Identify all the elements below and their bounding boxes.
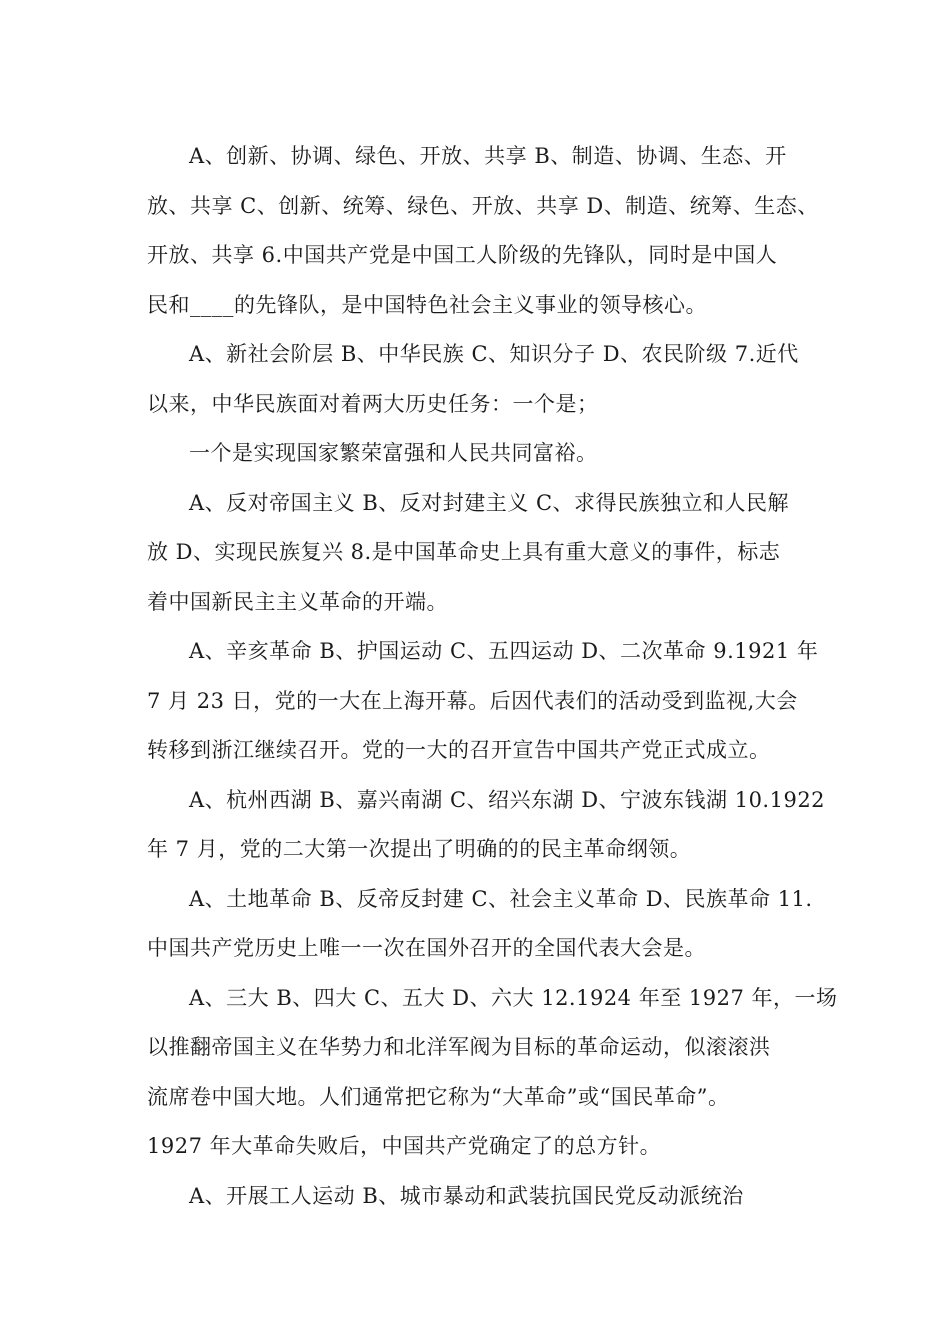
text-line: 放 D、实现民族复兴 8.是中国革命史上具有重大意义的事件，标志 [147,540,781,564]
text-line: A、土地革命 B、反帝反封建 C、社会主义革命 D、民族革命 11. [189,886,813,911]
text-line: 7 月 23 日，党的一大在上海开幕。后因代表们的活动受到监视,大会 [147,688,798,713]
text-line: A、辛亥革命 B、护国运动 C、五四运动 D、二次革命 9.1921 年 [189,639,819,663]
text-line: 着中国新民主主义革命的开端。 [147,589,448,614]
text-line: 流席卷中国大地。人们通常把它称为“大革命”或“国民革命”。 [147,1084,730,1109]
text-line: A、开展工人运动 B、城市暴动和武装抗国民党反动派统治 [189,1183,744,1208]
text-line: 以推翻帝国主义在华势力和北洋军阀为目标的革命运动，似滚滚洪 [147,1035,771,1059]
text-line: A、创新、协调、绿色、开放、共享 B、制造、协调、生态、开 [189,144,787,168]
text-line: 开放、共享 6.中国共产党是中国工人阶级的先锋队，同时是中国人 [147,243,778,267]
text-line: 1927 年大革命失败后，中国共产党确定了的总方针。 [147,1134,662,1158]
text-line: 一个是实现国家繁荣富强和人民共同富裕。 [189,441,598,465]
text-line: A、三大 B、四大 C、五大 D、六大 12.1924 年至 1927 年，一场 [189,985,838,1010]
text-line: 以来，中华民族面对着两大历史任务：一个是； [147,391,599,416]
text-line: 放、共享 C、创新、统筹、绿色、开放、共享 D、制造、统筹、生态、 [147,193,819,218]
text-line: 转移到浙江继续召开。党的一大的召开宣告中国共产党正式成立。 [147,738,771,762]
text-line: 民和____的先锋队，是中国特色社会主义事业的领导核心。 [147,292,707,317]
text-line: A、杭州西湖 B、嘉兴南湖 C、绍兴东湖 D、宁波东钱湖 10.1922 [189,787,826,812]
text-line: A、新社会阶层 B、中华民族 C、知识分子 D、农民阶级 7.近代 [189,342,799,366]
text-line: 年 7 月，党的二大第一次提出了明确的的民主革命纲领。 [147,837,692,861]
text-line: 中国共产党历史上唯一一次在国外召开的全国代表大会是。 [147,936,706,960]
document-body [147,132,838,1221]
text-line: A、反对帝国主义 B、反对封建主义 C、求得民族独立和人民解 [189,490,790,515]
